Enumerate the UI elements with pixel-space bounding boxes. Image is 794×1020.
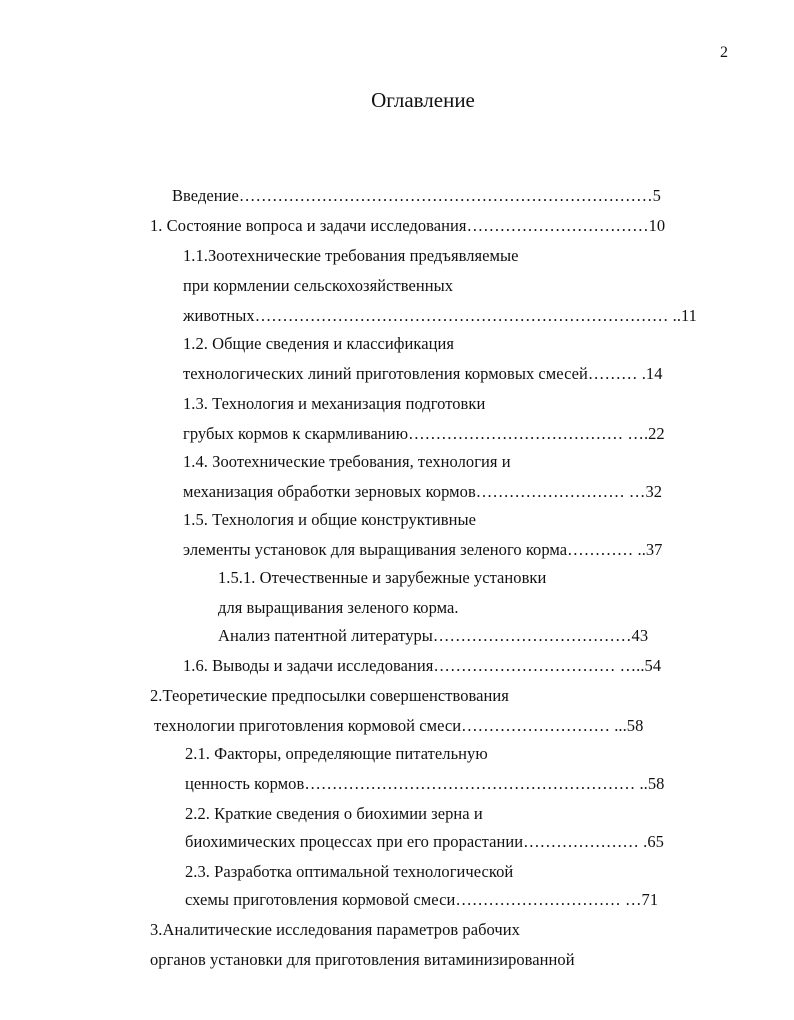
toc-line: 1. Состояние вопроса и задачи исследования……………………………10: [150, 216, 666, 235]
toc-line: 1.1.Зоотехнические требования предъявляемые: [183, 246, 519, 265]
toc-line: органов установки для приготовления витаминизированной: [150, 950, 575, 969]
page-number: 2: [720, 44, 728, 61]
toc-line: схемы приготовления кормовой смеси………………………… …71: [185, 890, 659, 909]
page-title: Оглавление: [371, 88, 475, 112]
toc-line: 2.Теоретические предпосылки совершенствования: [150, 686, 509, 705]
toc-line: 2.3. Разработка оптимальной технологической: [185, 862, 514, 881]
toc-line: механизация обработки зерновых кормов……………………… …32: [183, 482, 663, 501]
toc-line: 2.2. Краткие сведения о биохимии зерна и: [185, 804, 483, 823]
toc-line: технологии приготовления кормовой смеси……………………… ...58: [154, 716, 644, 735]
toc-line: 1.2. Общие сведения и классификация: [183, 334, 455, 353]
toc-line: животных………………………………………………………………… ..11: [183, 306, 697, 325]
toc-line: 3.Аналитические исследования параметров рабочих: [150, 920, 520, 939]
toc-line: 1.5.1. Отечественные и зарубежные установки: [218, 568, 547, 587]
toc-line: 2.1. Факторы, определяющие питательную: [185, 744, 488, 763]
toc-line: для выращивания зеленого корма.: [218, 598, 459, 617]
toc-line: 1.5. Технология и общие конструктивные: [183, 510, 476, 529]
toc-line: биохимических процессах при его прорастании………………… .65: [185, 832, 664, 851]
toc-line: 1.6. Выводы и задачи исследования…………………………… …..54: [183, 656, 662, 675]
toc-line: грубых кормов к скармливанию………………………………… ….22: [183, 424, 665, 443]
toc-line: Введение…………………………………………………………………5: [172, 186, 661, 205]
toc-line: при кормлении сельскохозяйственных: [183, 276, 454, 295]
toc-line: 1.4. Зоотехнические требования, технология и: [183, 452, 511, 471]
toc-line: технологических линий приготовления кормовых смесей……… .14: [183, 364, 663, 383]
toc-line: Анализ патентной литературы………………………………43: [218, 626, 649, 645]
toc-line: ценность кормов…………………………………………………… ..58: [185, 774, 665, 793]
toc-line: элементы установок для выращивания зеленого корма………… ..37: [183, 540, 663, 559]
toc-line: 1.3. Технология и механизация подготовки: [183, 394, 486, 413]
